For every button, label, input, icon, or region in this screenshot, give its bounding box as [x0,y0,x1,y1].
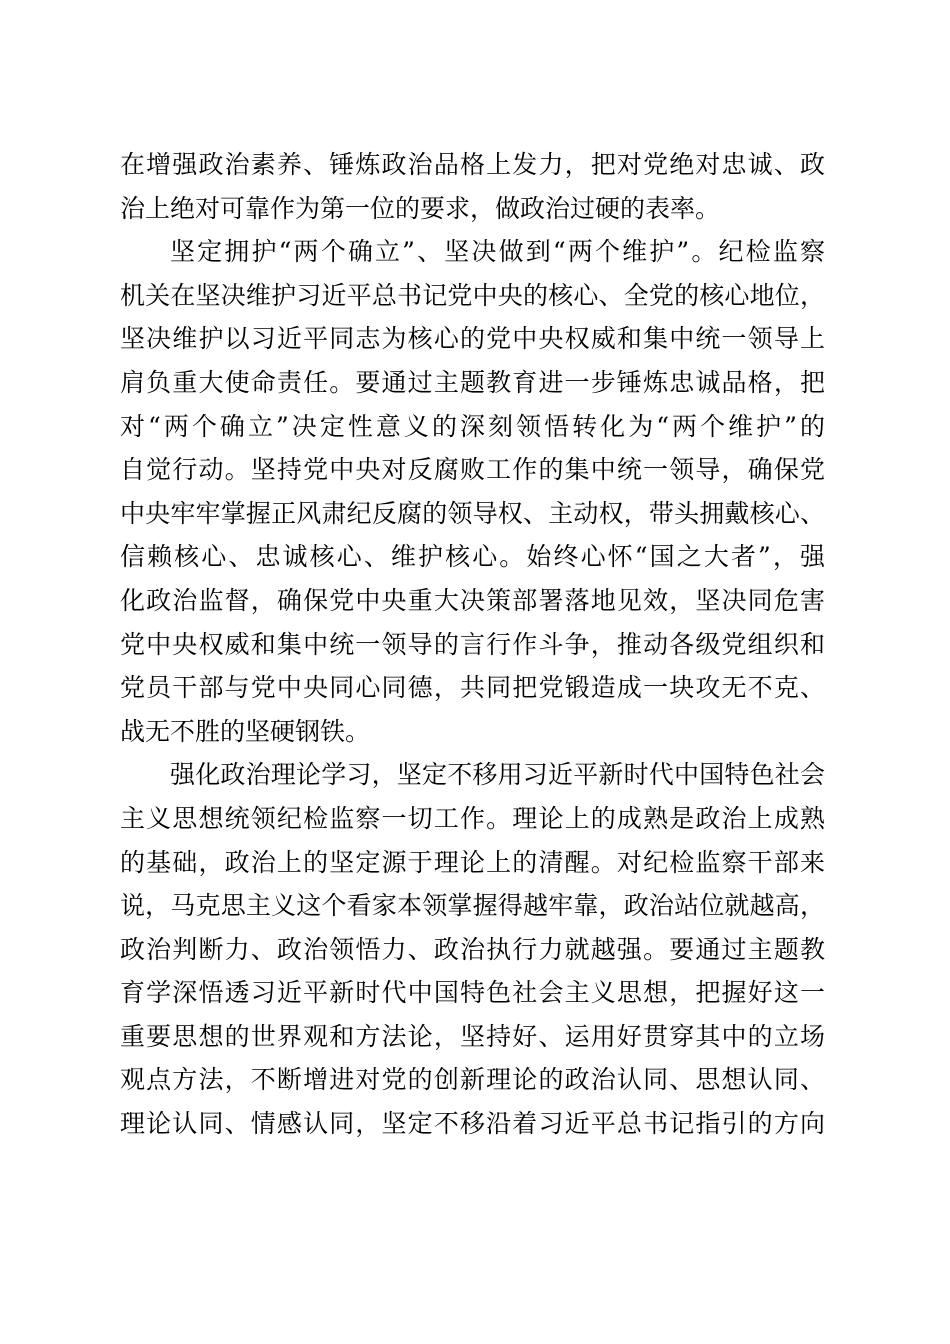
text-line: 在增强政治素养、锤炼政治品格上发力，把对党绝对忠诚、政 [120,150,825,179]
text-line: 重要思想的世界观和方法论，坚持好、运用好贯穿其中的立场 [120,1021,825,1051]
text-line: 战无不胜的坚硬钢铁。 [120,716,371,746]
text-line: 自觉行动。坚持党中央对反腐败工作的集中统一领导，确保党 [120,455,825,485]
text-line: 主义思想统领纪检监察一切工作。理论上的成熟是政治上成熟 [120,803,825,833]
text-line: 治上绝对可靠作为第一位的要求，做政治过硬的表率。 [120,193,721,223]
paragraph-start-line: 坚定拥护“两个确立”、坚决做到“两个维护”。纪检监察 [170,237,825,267]
text-line: 化政治监督，确保党中央重大决策部署落地见效，坚决同危害 [120,585,825,615]
text-line: 育学深悟透习近平新时代中国特色社会主义思想，把握好这一 [120,978,825,1008]
body-text [120,143,825,1146]
text-line: 理论认同、情感认同，坚定不移沿着习近平总书记指引的方向 [120,1109,825,1139]
text-line: 党中央权威和集中统一领导的言行作斗争，推动各级党组织和 [120,629,825,659]
text-line: 观点方法，不断增进对党的创新理论的政治认同、思想认同、 [120,1065,825,1095]
text-line: 说，马克思主义这个看家本领掌握得越牢靠，政治站位就越高， [120,891,825,921]
text-line: 机关在坚决维护习近平总书记党中央的核心、全党的核心地位， [120,280,825,310]
text-line: 对“两个确立”决定性意义的深刻领悟转化为“两个维护”的 [120,411,825,441]
text-line: 信赖核心、忠诚核心、维护核心。始终心怀“国之大者”，强 [120,542,825,572]
text-line: 政治判断力、政治领悟力、政治执行力就越强。要通过主题教 [120,934,825,964]
text-line: 中央牢牢掌握正风肃纪反腐的领导权、主动权，带头拥戴核心、 [120,498,825,528]
text-line: 党员干部与党中央同心同德，共同把党锻造成一块攻无不克、 [120,673,825,703]
paragraph-start-line: 强化政治理论学习，坚定不移用习近平新时代中国特色社会 [170,760,825,790]
text-line: 坚决维护以习近平同志为核心的党中央权威和集中统一领导上 [120,324,825,354]
text-line: 的基础，政治上的坚定源于理论上的清醒。对纪检监察干部来 [120,847,825,877]
text-line: 肩负重大使命责任。要通过主题教育进一步锤炼忠诚品格，把 [120,367,825,397]
